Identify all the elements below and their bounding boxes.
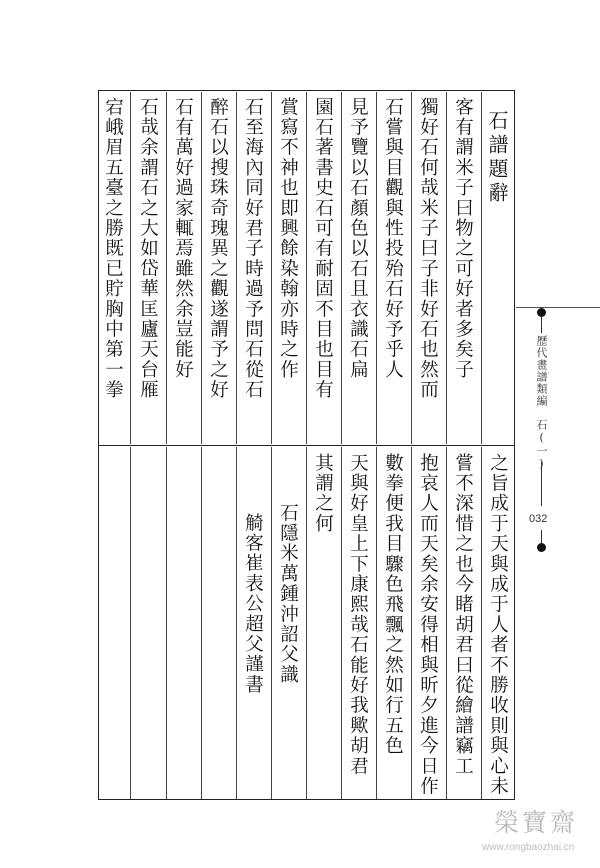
watermark-logo: 榮寶齋 (494, 808, 579, 837)
text-column: 之旨成于天與成于人者不勝收則與心未 (487, 453, 509, 797)
text-column: 見予覽以石顏色以石且衣識石扁 (347, 97, 369, 380)
column-rule (166, 447, 167, 799)
text-column: 醉石以搜珠奇瑰異之觀遂謂予之好 (207, 97, 229, 400)
text-column: 嘗不深惜之也今睹胡君曰從繪譜竊工 (452, 453, 474, 777)
column-rule (306, 92, 307, 444)
signature-line: 觭客崔表公超父謹書 (242, 513, 264, 695)
text-column: 獨好石何哉米子曰子非好石也然而 (417, 97, 439, 400)
text-column: 賞寫不神也即興餘染翰亦時之作 (277, 97, 299, 380)
panel-divider (98, 445, 515, 446)
text-column: 數拳便我目驟色飛飄之然如行五色 (382, 453, 404, 756)
text-column: 石至海內同好君子時過予問石從石 (242, 97, 264, 400)
text-column: 園石著書史石可有耐固不目也目有 (312, 97, 334, 400)
column-rule (271, 92, 272, 444)
watermark-url: www.rongbaozhai.cn (482, 842, 575, 853)
signature-line: 石隱米萬鍾沖詔父識 (277, 503, 299, 685)
margin-dot (537, 543, 546, 552)
column-rule (481, 92, 482, 444)
text-column: 石嘗與目觀與性投殆石好予乎人 (382, 97, 404, 380)
margin-rule (516, 307, 600, 308)
column-rule (130, 447, 131, 799)
section-title: 石(一) (535, 419, 548, 471)
text-column: 天與好皇上下康熙哉石能好我歟胡君 (347, 453, 369, 777)
text-column: 抱哀人而天矣余安得相與昕夕進今日作 (417, 453, 439, 797)
text-column: 客有謂米子曰物之可好者多矣子 (452, 97, 474, 380)
column-rule (201, 92, 202, 444)
essay-title: 石譜題辭 (485, 110, 509, 206)
column-rule (481, 447, 482, 799)
column-rule (446, 447, 447, 799)
column-rule (236, 447, 237, 799)
margin-dot (537, 308, 546, 317)
text-column: 其謂之何 (312, 453, 334, 534)
text-column: 宕峨眉五臺之勝既已貯胸中第一拳 (102, 97, 124, 400)
column-rule (271, 447, 272, 799)
column-rule (376, 447, 377, 799)
column-rule (411, 447, 412, 799)
text-column: 石有萬好過家輒焉雖然余豈能好 (172, 97, 194, 380)
margin-line (541, 462, 542, 506)
column-rule (236, 92, 237, 444)
column-rule (341, 447, 342, 799)
column-rule (446, 92, 447, 444)
text-column: 石哉余謂石之大如岱華匡廬天台雁 (137, 97, 159, 400)
column-rule (376, 92, 377, 444)
page-number: 032 (529, 513, 548, 525)
column-rule (341, 92, 342, 444)
column-rule (130, 92, 131, 444)
column-rule (306, 447, 307, 799)
column-rule (201, 447, 202, 799)
column-rule (411, 92, 412, 444)
column-rule (166, 92, 167, 444)
series-title: 歷代畫譜類編 (535, 335, 548, 407)
